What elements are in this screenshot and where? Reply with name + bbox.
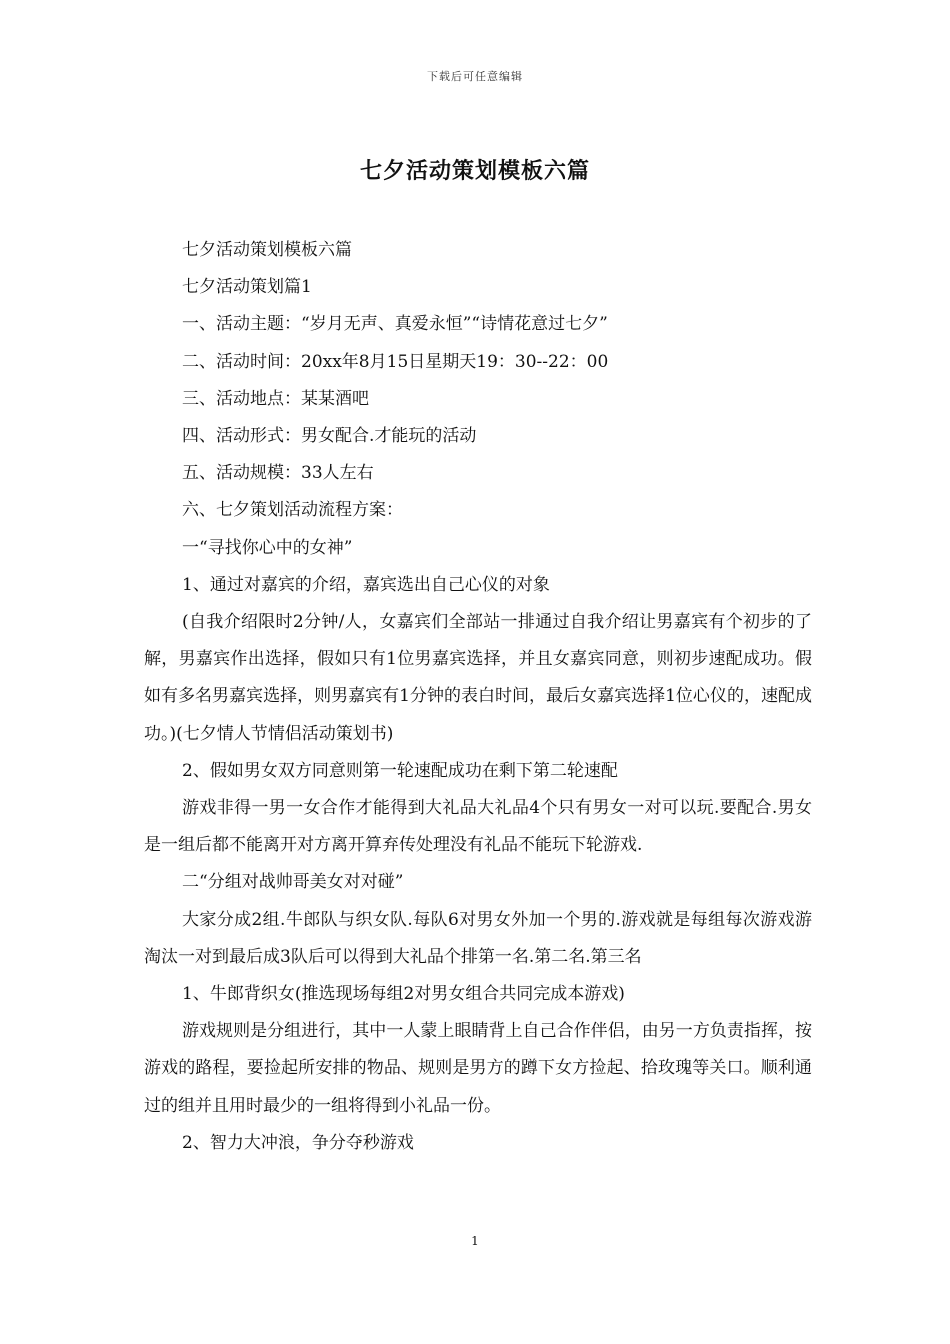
- paragraph: 六、七夕策划活动流程方案：: [182, 500, 403, 521]
- paragraph: 二“分组对战帅哥美女对对碰”: [182, 872, 404, 893]
- paragraph: 七夕活动策划模板六篇: [182, 240, 352, 260]
- paragraph: 2、智力大冲浪，争分夺秒游戏: [182, 1132, 414, 1153]
- paragraph: 1、通过对嘉宾的介绍，嘉宾选出自己心仪的对象: [182, 574, 550, 595]
- paragraph: 一“寻找你心中的女神”: [182, 537, 353, 558]
- paragraph: 游戏规则是分组进行，其中一人蒙上眼睛背上自己合作伴侣，由另一方负责指挥，按游戏的路程，要捡起所安排的物品、规则是男方的蹲下女方捡起、拾玫瑰等关口。顺利通过的组并且用时最少的一组将得到小礼品一份。: [144, 1021, 812, 1116]
- paragraph: 五、活动规模：33人左右: [182, 463, 374, 484]
- paragraph: 三、活动地点：某某酒吧: [182, 388, 369, 409]
- paragraph: (自我介绍限时2分钟/人，女嘉宾们全部站一排通过自我介绍让男嘉宾有个初步的了解，男嘉宾作出选择，假如只有1位男嘉宾选择，并且女嘉宾同意，则初步速配成功。假如有多名男嘉宾选择，则男嘉宾有1分钟的表白时间，最后女嘉宾选择1位心仪的，速配成功。)(七夕情人节情侣活动策划书): [144, 612, 812, 744]
- paragraph: 四、活动形式：男女配合.才能玩的活动: [182, 426, 477, 447]
- document-body: [144, 232, 812, 1162]
- paragraph: 二、活动时间：20xx年8月15日星期天19：30--22：00: [182, 351, 609, 372]
- paragraph: 七夕活动策划篇1: [182, 277, 312, 298]
- document-title: 七夕活动策划模板六篇: [359, 158, 590, 184]
- paragraph: 1、牛郎背织女(推选现场每组2对男女组合共同完成本游戏): [182, 984, 625, 1005]
- page-number: 1: [471, 1234, 479, 1248]
- paragraph: 2、假如男女双方同意则第一轮速配成功在剩下第二轮速配: [182, 760, 618, 781]
- paragraph: 大家分成2组.牛郎队与织女队.每队6对男女外加一个男的.游戏就是每组每次游戏游淘汰一对到最后成3队后可以得到大礼品个排第一名.第二名.第三名: [144, 909, 812, 967]
- header-note: 下载后可任意编辑: [427, 70, 523, 83]
- paragraph: 游戏非得一男一女合作才能得到大礼品大礼品4个只有男女一对可以玩.要配合.男女是一组后都不能离开对方离开算弃传处理没有礼品不能玩下轮游戏.: [144, 798, 812, 856]
- paragraph: 一、活动主题：“岁月无声、真爱永恒”“诗情花意过七夕”: [182, 314, 608, 335]
